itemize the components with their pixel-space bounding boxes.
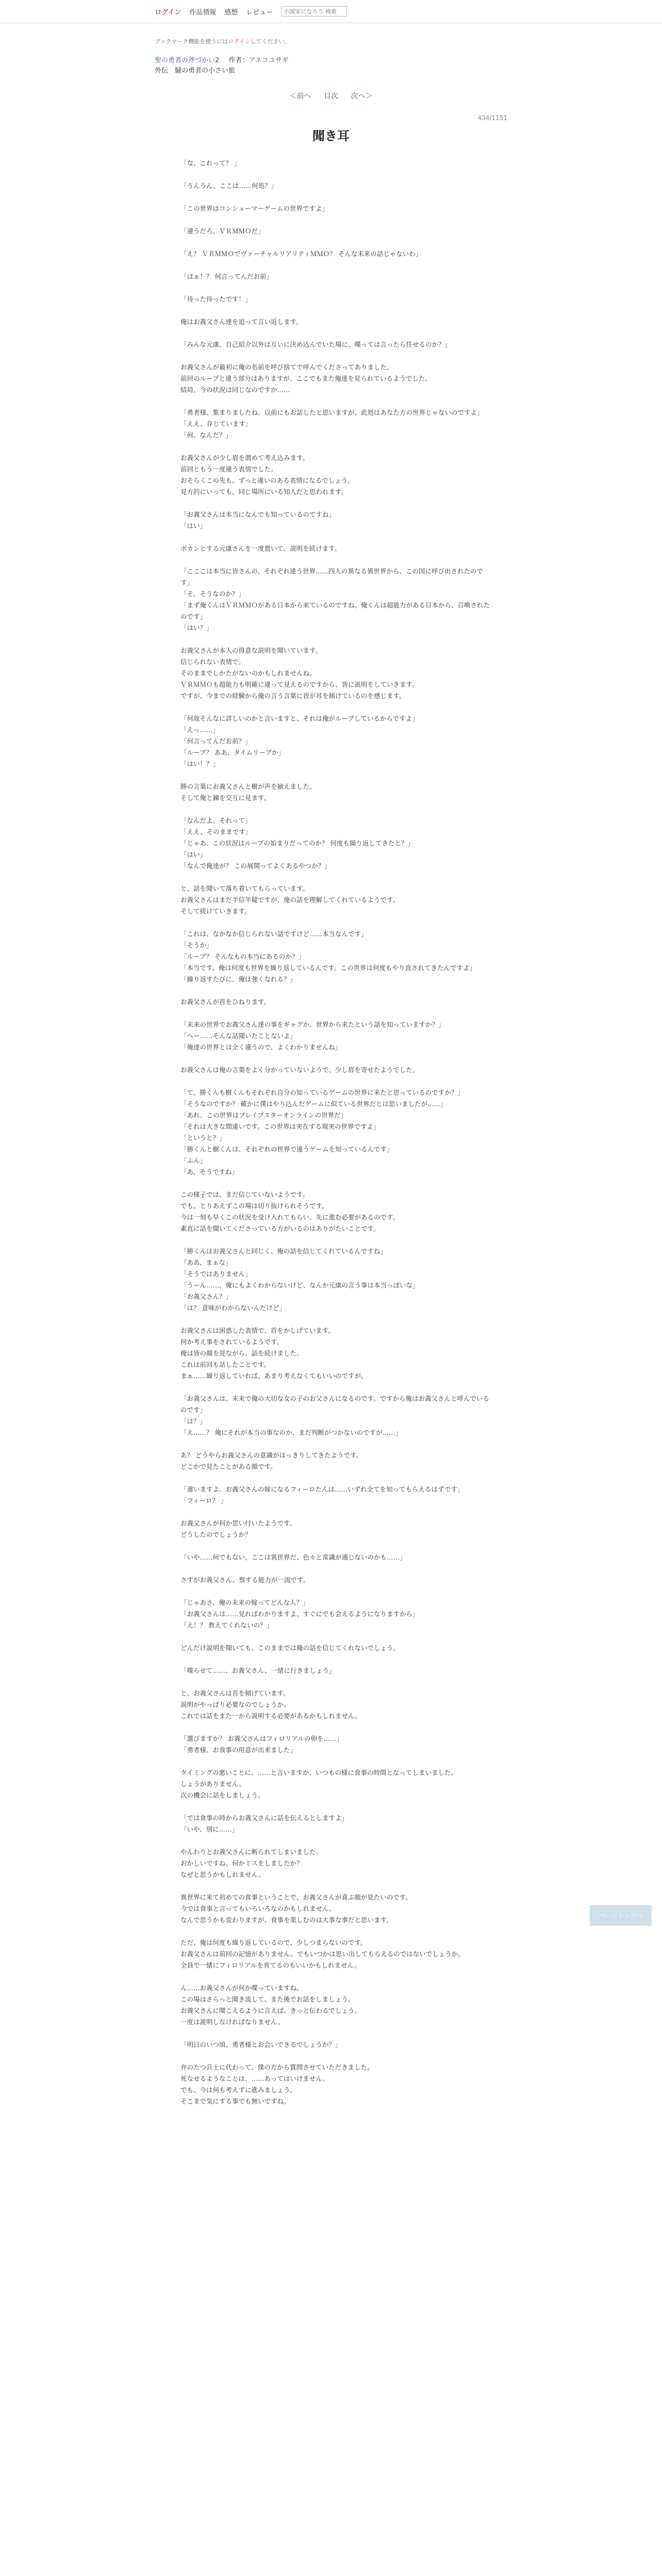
novel-body [180,158,490,2119]
author-label: 作者： [228,57,249,64]
table-of-contents-link[interactable]: 目次 [324,92,338,100]
novel-paragraph: 「違うだろ。ＶＲＭＭＯだ」 [180,227,264,235]
novel-paragraph: 弁のたつ兵士に代わって、僕の方から質問させていただきました。 死なせるようなことは、……あってはいけません。 でも、今は何も考えずに進みましょう。 そこまで気にする事でも無いですね。 [180,2063,374,2105]
nav-item-reviews[interactable]: レビュー [246,8,273,16]
nav-item-work-info[interactable]: 作品情報 [189,8,217,16]
nav-item-impressions[interactable]: 感想 [224,8,238,16]
episode-number: 434/1151 [477,114,507,122]
novel-paragraph: 「うんうん、ここは……何処？」 [180,182,278,190]
novel-paragraph: 「お義父さんは、未来で俺の大切な女の子のお父さんになるのです。ですから俺はお義父さんと呼んでいるのです」 「は？」 「え……？ 俺にそれが本当の事なのか、まだ判断がつかないのですが……」 [180,1395,490,1436]
novel-paragraph: 勝の言葉にお義父さんと樹が声を揃えました。 そして俺と錬を交互に見ます。 [180,783,316,802]
novel-paragraph: 「こここは本当に皆さんの、それぞれ違う世界……四人の異なる異世界から、この国に呼び出されたのです」 「そ、そうなのか？」 「まず俺くんはＶＲＭＭＯがある日本から来ているのですね。俺くんは超能力がある日本から、召喚されたのです」 「はい？」 [180,567,490,632]
notice-login-link[interactable]: ログイン [228,38,251,45]
novel-paragraph: 「明日のいつ頃、勇者様とお会いできるでしょうか？」 [180,2041,342,2048]
breadcrumb [155,55,289,64]
novel-paragraph: お義父さんが本人の得意な説明を聞いています。 信じられない表情で。 そのままでしかたがないのかもしれませんね。 ＶＲＭＭＯも超能力も明確に違って見えるのですから、皆に説明をしていきます。 ですが、今までの経験から俺の言う言葉に皆が耳を傾けているのを感じます。 [180,647,419,700]
novel-paragraph: 「て、勝くんも樹くんもそれぞれ自分の知っているゲームの世界に来たと思っているのですか？」 「そうなのですか？ 確かに僕はやり込んだゲームに似ている世界だとは思いましたが……」 「あれ、この世界はブレイブスターオンラインの世界だ」 「それは大きな間違いです。この世界は実在する現実の世界ですよ」 「というと？」 「勝くんと樹くんは、それぞれの世界で違うゲームを知っているんです」 「ふん」 「あ、そうですね」 [180,1089,464,1176]
novel-paragraph: 「未来の世界でお義父さん達の事をギャグか、世界から来たという話を知っていますか？」 「へー……そんな話聞いたことないよ」 「俺達の世界とは全く違うので、よくわかりませんね」 [180,1021,445,1051]
login-link[interactable]: ログイン [155,8,181,16]
search-input[interactable] [281,6,347,16]
novel-paragraph: 「違いますよ。お義父さんの嫁になるフィーロたんは……いずれ全てを知ってもらえるはずです」 「フィーロ？ 」 [180,1485,464,1504]
chapter-group-title: 外伝 騒の勇者の小さい旅 [155,67,236,75]
episode-pager [0,91,662,101]
novel-paragraph: さすがお義父さん、察する能力が一流です。 [180,1576,309,1584]
novel-paragraph: 「え？ ＶＲＭＭＯでヴァーチャルリアリティＭＭＯ？ そんな未来の話じゃないわ」 [180,250,422,258]
top-navigation-bar [0,0,662,23]
novel-paragraph: 「これは、なかなか信じられない話ですけど……本当なんです」 「そうか」 「ループ？ そんなもの本当にあるのか？」 「本当です。俺は何度も世界を繰り返しているんです。この世界は何度もやり直されてきたんですよ」 「繰り返すたびに、俺は強くなれる？」 [180,930,476,983]
novel-paragraph: お義父さんが何か思い付いたようです。 どうしたのでしょうか？ [180,1519,296,1538]
novel-paragraph: 「お義父さんは本当になんでも知っているのですね」 「はい」 [180,511,336,530]
novel-paragraph: お義父さんは困惑した表情で、首をかしげています。 何か考え事をされているようです。 俺は皆の顔を見ながら、話を続けました。 これは前回も話したことです。 まぁ……繰り返していれば、あまり考えなくてもいいのですが。 [180,1327,368,1380]
novel-paragraph: 「みんな元康、自己紹介以外は互いに決め込んでいた場に、喋っては言ったら任せるのか？」 [180,341,452,348]
novel-paragraph: どんだけ説明を聞いても、このままでは俺の話を信じてくれないでしょう。 [180,1644,400,1652]
novel-paragraph: ん……お義父さんが何か喋っていますね。 この場はさらっと聞き流して、また後でお話をしましょう。 お義父さんに聞こえるように言えば、きっと伝わるでしょう。 一度は説明しなければなりません。 [180,1984,361,2026]
novel-paragraph: 「な、これって？ 」 [180,159,241,167]
bookmark-login-notice [155,37,290,45]
novel-paragraph: 「待った待ったです！」 [180,295,252,303]
novel-paragraph: 「何故そんなに詳しいのかと言いますと、それは俺がループしているからですよ」 「えっ……」 「何言ってんだお前？」 「ループ？ ああ、タイムリープか」 「はい！？」 [180,715,419,768]
novel-paragraph: ボカンとする元康さんを一度置いて、説明を続けます。 [180,545,341,552]
novel-paragraph: 俺はお義父さん達を追って言い返します。 [180,318,303,326]
novel-paragraph: 「この世界はコンシューマーゲームの世界ですよ」 [180,205,328,212]
novel-paragraph: 「勇者様、集まりましたね。以前にもお話したと思いますが、此処はあなた方の世界じゃないのですよ」 「ええ、存じています」 「何、なんだ？」 [180,409,484,439]
novel-paragraph: 「選びますか？ お義父さんはフィロリアルの卵を……」 「勇者様、お食事の用意が出来ました」 [180,1735,343,1754]
novel-paragraph: あ？ どうやらお義父さんの意識がはっきりしてきたようです。 どこかで見たことがある顔です。 [180,1451,362,1470]
novel-paragraph: この様子では、まだ信じていないようです。 でも、とりあえずこの場は切り抜けられそうです。 今は一刻も早くこの状況を受け入れてもらい、先に進む必要があるのです。 素直に話を聞いてくださっている方がいるのはありがたいことです。 [180,1191,400,1232]
page-top-button[interactable]: ページトップへ [590,1905,652,1926]
top-navigation-inner [155,6,347,16]
novel-paragraph: ただ、俺は何度も繰り返しているので、少しつまらないのです。 お義父さんは前回の記憶がありません。でもいつかは思い出してもらえるのではないでしょうか。 全員で一緒にフィロリアルを育てるのもいいかもしれません。 [180,1939,465,1969]
novel-paragraph: やんわりとお義父さんに断られてしまいました。 おかしいですね、何かミスをしましたか？ なぜと思うかもしれません。 [180,1848,323,1878]
novel-paragraph: 異世界に来て初めての食事ということで、お義父さんが喜ぶ顔が見たいのです。 今では食事と言ってもいろいろなのかもしれません。 なんで思うかも変わりますが、食事を楽しむのは大事な事だと思います。 [180,1893,412,1924]
novel-paragraph: 「いや……何でもない。ここは異世界だ、色々と常識が通じないのかも……」 [180,1553,406,1561]
novel-paragraph: と、話を聞いて落ち着いてもらっています。 お義父さんはまだ半信半疑ですが、俺の話を理解してくれているようです。 そして続けていきます。 [180,885,400,915]
novel-paragraph: 「では食事の時からお義父さんに話を伝えるとしますよ」 「いや、別に……」 [180,1814,349,1833]
novel-paragraph: 「喋らせて……、お義父さん、一緒に行きましょう」 [180,1667,336,1674]
novel-paragraph: と、お義父さんは首を傾げています。 説明がやっぱり必要なのでしょうか。 これでは話をまた一から説明する必要があるかもしれません。 [180,1689,361,1720]
notice-suffix: してください。 [250,38,290,45]
novel-paragraph: お義父さんが最初に俺の名前を呼び捨てで呼んでくださってありました。 前回のループと違う部分はありますが、ここでもまた俺達を見られているようでした。 結局、今の状況は同じなのですか…… [180,363,432,394]
series-title-link[interactable]: 聖の勇者の斧づかい2 [155,57,220,64]
prev-episode-link[interactable]: ＜前へ [289,92,311,100]
chapter-title: 聞き耳 [312,129,350,143]
novel-paragraph: お義父さんが少し眉を潜めて考え込みます。 前回ともう一度違う表情でした。 おそらくこの先も、ずっと違いのある表情になるでしょう。 見方的にいっても、同じ場所にいる知人だと思われます。 [180,454,354,496]
next-episode-link[interactable]: 次へ＞ [351,92,373,100]
novel-paragraph: お義父さんは俺の言葉をよく分かっていないようで、少し眉を寄せたようでした。 [180,1066,419,1074]
novel-paragraph: お義父さんが首をひねります。 [180,998,271,1006]
novel-paragraph: タイミングの悪いことに、……と言いますか、いつもの様に食事の時間となってしまいました。 しょうがありません。 次の機会に話をしましょう。 [180,1769,458,1799]
notice-text: ブックマーク機能を使うには [155,38,228,45]
novel-paragraph: 「なんだよ、それって」 「ええ、そのままです」 「じゃあ、この状況はループの始まりだってのか？ 何度も繰り返してきたと？」 「はい」 「なんで俺達が？ この展開ってよくあるやつか？」 [180,817,414,870]
novel-paragraph: 「はぁ！？ 何言ってんだお前」 [180,273,273,280]
novel-paragraph: 「勝くんはお義父さんと同じく、俺の話を信じてくれているんですね」 「ああ、まぁな」 「そうではありません」 「うーん……、俺にもよくわからないけど、なんか元康の言う事は本当っぽいな」 「お義父さん？」 「は？ 意味がわからないんだけど」 [180,1247,419,1312]
novel-paragraph: 「じゃあさ、俺の未来の嫁ってどんな人？」 「お義父さんは……見ればわかりますよ、すぐにでも会えるようになりますから」 「え！？ 教えてくれないの？」 [180,1599,419,1629]
author-link[interactable]: アネコユサギ [249,57,289,64]
